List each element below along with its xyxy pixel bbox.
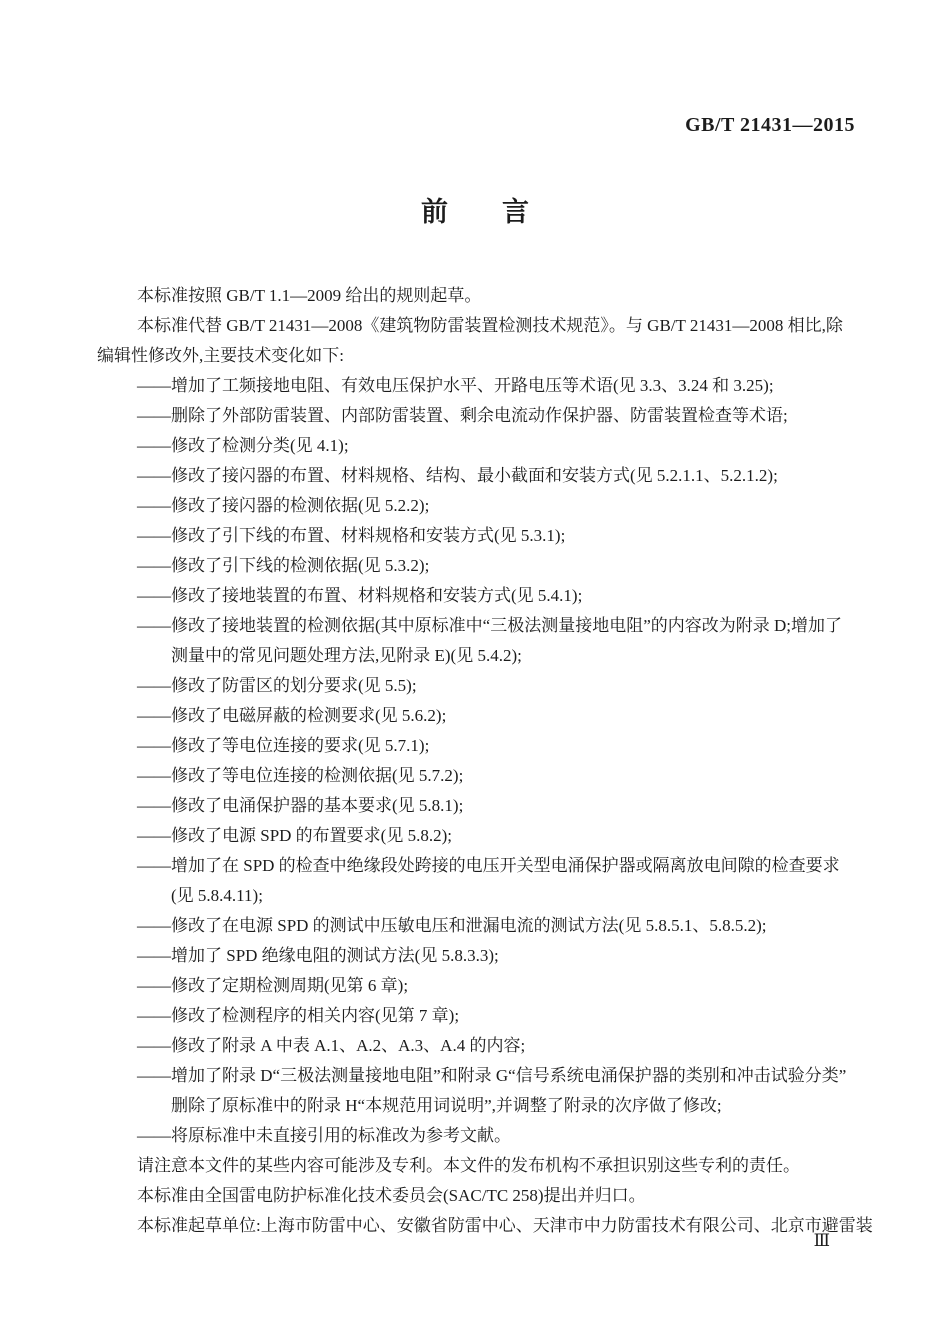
foreword-title [0,196,950,228]
change-list-item: ——修改了电磁屏蔽的检测要求(见 5.6.2); [137,706,447,725]
change-list-item: ——增加了在 SPD 的检查中绝缘段处跨接的电压开关型电涌保护器或隔离放电间隙的检查要求 [137,856,840,875]
change-list-item: ——修改了引下线的检测依据(见 5.3.2); [137,556,430,575]
change-list-item: ——删除了外部防雷装置、内部防雷装置、剩余电流动作保护器、防雷装置检查等术语; [137,406,788,425]
change-list-item-continuation: 删除了原标准中的附录 H“本规范用词说明”,并调整了附录的次序做了修改; [171,1096,722,1115]
change-list-item: ——修改了防雷区的划分要求(见 5.5); [137,676,417,695]
page-number: Ⅲ [813,1231,830,1250]
change-list-item: ——增加了附录 D“三极法测量接地电阻”和附录 G“信号系统电涌保护器的类别和冲击试验分类” [137,1066,847,1085]
foreword-title-char-right: 言 [502,197,529,227]
paragraph-line: 本标准按照 GB/T 1.1—2009 给出的规则起草。 [137,286,482,305]
change-list-item: ——修改了电源 SPD 的布置要求(见 5.8.2); [137,826,452,845]
paragraph-line: 本标准由全国雷电防护标准化技术委员会(SAC/TC 258)提出并归口。 [137,1186,646,1205]
change-list-item-continuation: 测量中的常见问题处理方法,见附录 E)(见 5.4.2); [171,646,522,665]
paragraph-line: 本标准代替 GB/T 21431—2008《建筑物防雷装置检测技术规范》。与 GB/T 21431—2008 相比,除 [137,316,843,335]
change-list-item: ——将原标准中未直接引用的标准改为参考文献。 [137,1126,511,1145]
change-list-item: ——修改了接闪器的检测依据(见 5.2.2); [137,496,430,515]
paragraph-line: 请注意本文件的某些内容可能涉及专利。本文件的发布机构不承担识别这些专利的责任。 [137,1156,800,1175]
change-list-item: ——修改了等电位连接的要求(见 5.7.1); [137,736,430,755]
change-list-item: ——修改了检测程序的相关内容(见第 7 章); [137,1006,460,1025]
change-list-item-continuation: (见 5.8.4.11); [171,886,263,905]
change-list-item: ——增加了工频接地电阻、有效电压保护水平、开路电压等术语(见 3.3、3.24 和 3.25); [137,376,774,395]
change-list-item: ——修改了接地装置的布置、材料规格和安装方式(见 5.4.1); [137,586,583,605]
change-list-item: ——修改了等电位连接的检测依据(见 5.7.2); [137,766,464,785]
change-list-item: ——修改了引下线的布置、材料规格和安装方式(见 5.3.1); [137,526,566,545]
change-list-item: ——修改了检测分类(见 4.1); [137,436,349,455]
change-list-item: ——修改了接闪器的布置、材料规格、结构、最小截面和安装方式(见 5.2.1.1、5.2.1.2); [137,466,778,485]
change-list-item: ——修改了接地装置的检测依据(其中原标准中“三极法测量接地电阻”的内容改为附录 D;增加了 [137,616,843,635]
paragraph-continuation-line: 编辑性修改外,主要技术变化如下: [97,346,344,365]
change-list-item: ——增加了 SPD 绝缘电阻的测试方法(见 5.8.3.3); [137,946,499,965]
change-list-item: ——修改了电涌保护器的基本要求(见 5.8.1); [137,796,464,815]
standard-code-header: GB/T 21431—2015 [685,114,855,136]
change-list-item: ——修改了附录 A 中表 A.1、A.2、A.3、A.4 的内容; [137,1036,526,1055]
change-list-item: ——修改了定期检测周期(见第 6 章); [137,976,409,995]
paragraph-line: 本标准起草单位:上海市防雷中心、安徽省防雷中心、天津市中力防雷技术有限公司、北京市避雷装 [137,1216,873,1235]
change-list-item: ——修改了在电源 SPD 的测试中压敏电压和泄漏电流的测试方法(见 5.8.5.1、5.8.5.2); [137,916,767,935]
foreword-body [97,281,873,1241]
foreword-title-char-left: 前 [421,197,448,227]
